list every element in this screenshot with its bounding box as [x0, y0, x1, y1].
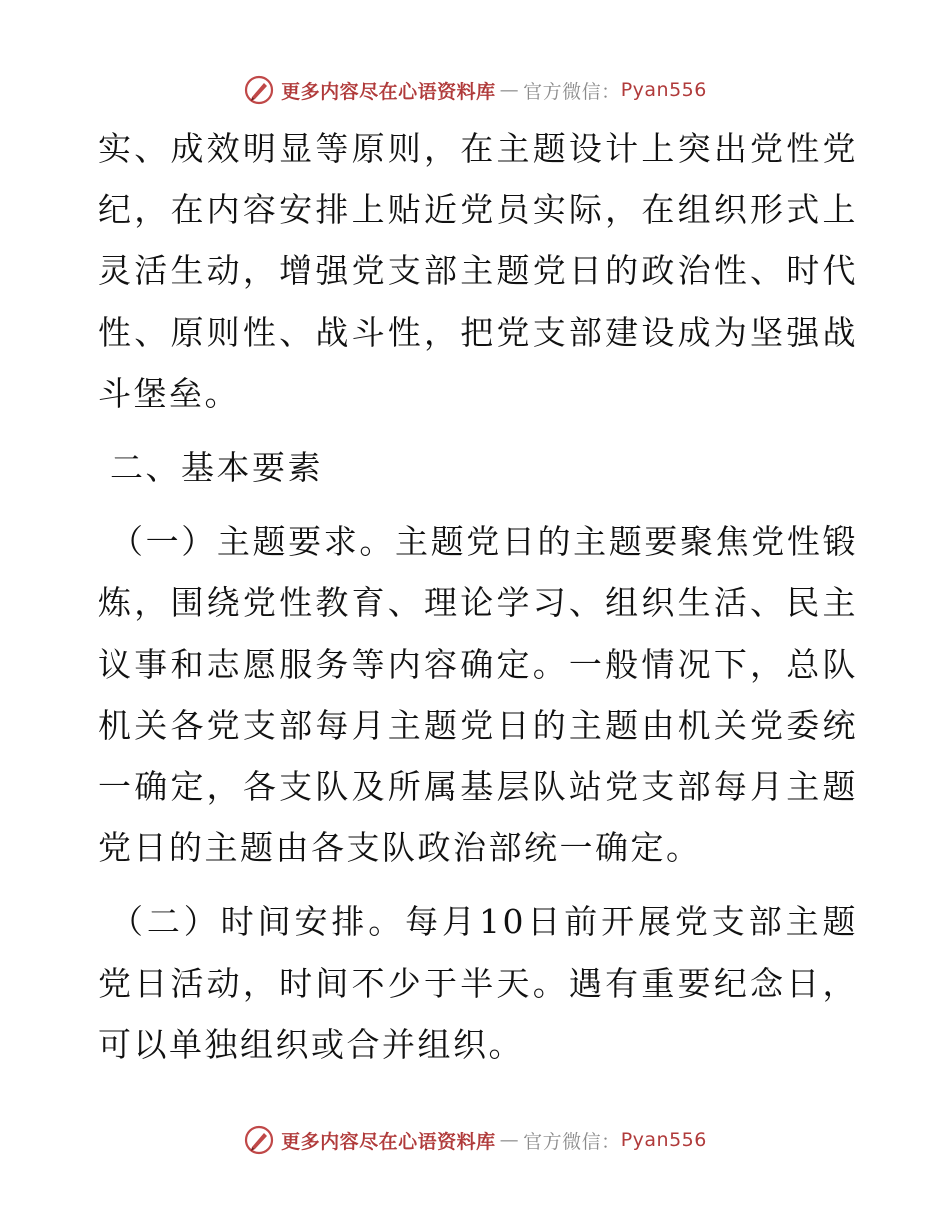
header-watermark	[0, 70, 950, 110]
watermark-dash: —	[499, 79, 520, 101]
watermark-main-text: 更多内容尽在心语资料库	[281, 80, 496, 103]
watermark-main-text: 更多内容尽在心语资料库	[281, 1130, 496, 1153]
paragraph-principles: 实、成效明显等原则，在主题设计上突出党性党纪，在内容安排上贴近党员实际，在组织形式上灵活生动，增强党支部主题党日的政治性、时代性、原则性、战斗性，把党支部建设成为坚强战斗堡垒。	[98, 129, 858, 413]
document-body	[98, 118, 858, 1075]
footer-watermark	[0, 1120, 950, 1160]
section-heading-basic-elements: 二、基本要素	[110, 448, 323, 488]
pen-logo-icon	[243, 1124, 275, 1156]
watermark-dash: —	[499, 1129, 520, 1151]
paragraph-theme-requirements: （一）主题要求。主题党日的主题要聚焦党性锻炼，围绕党性教育、理论学习、组织生活、民主议事和志愿服务等内容确定。一般情况下，总队机关各党支部每月主题党日的主题由机关党委统一确定，各支队及所属基层队站党支部每月主题党日的主题由各支队政治部统一确定。	[98, 522, 858, 868]
watermark-sub-text: 官方微信：	[523, 80, 621, 103]
watermark-sub-text: 官方微信：	[523, 1130, 621, 1153]
paragraph-time-arrangement: （二）时间安排。每月10日前开展党支部主题党日活动，时间不少于半天。遇有重要纪念日，可以单独组织或合并组织。	[98, 902, 858, 1064]
pen-logo-icon	[243, 74, 275, 106]
watermark-wechat-id: Pyan556	[620, 1129, 707, 1151]
watermark-wechat-id: Pyan556	[620, 79, 707, 101]
